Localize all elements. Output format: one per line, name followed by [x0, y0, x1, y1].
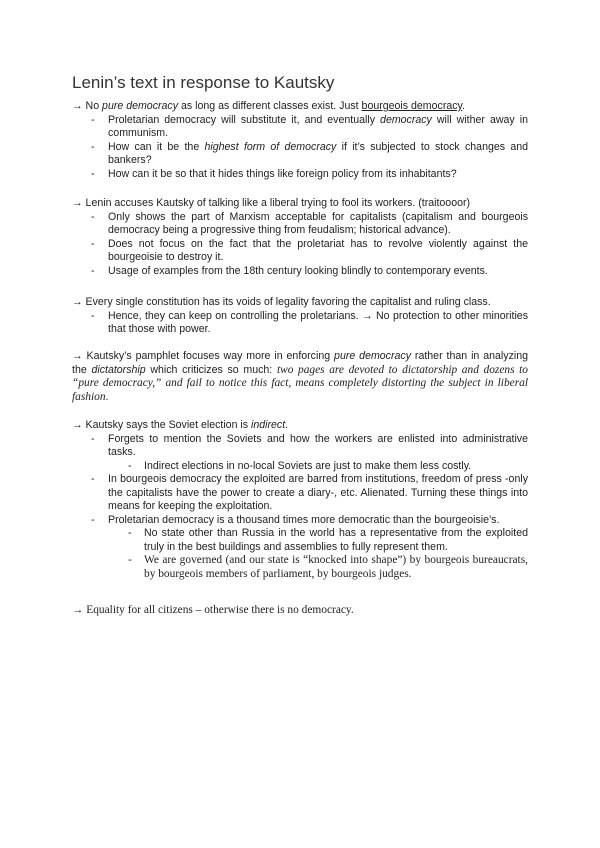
list-item: - How can it be so that it hides things like foreign policy from its inhabitants? — [72, 168, 528, 182]
paragraph-lead: → Lenin accuses Kautsky of talking like a liberal trying to fool its workers. (traitoooor) — [72, 197, 471, 209]
bullet-list — [72, 114, 528, 182]
arrow-icon: → — [72, 197, 86, 209]
bullet-list — [72, 473, 528, 527]
arrow-icon: → — [72, 100, 86, 112]
arrow-icon: → — [72, 419, 86, 431]
section-pamphlet — [72, 350, 528, 404]
list-item: - Hence, they can keep on controlling the proletarians. → No protection to other minorities that those with power. — [72, 310, 528, 337]
list-item: - Forgets to mention the Soviets and how the workers are enlisted into administrative tasks. — [72, 433, 528, 460]
bullet-list — [72, 433, 528, 460]
sub-bullet-list — [72, 527, 528, 581]
section-liberal-accusation — [72, 197, 528, 278]
bullet-list — [72, 310, 528, 337]
paragraph-lead: → Every single constitution has its voids of legality favoring the capitalist and ruling class. — [72, 296, 491, 308]
list-item: - Only shows the part of Marxism acceptable for capitalists (capitalism and bourgeois democracy being a progressive thing from feudalism; historical advance). — [72, 211, 528, 238]
list-item: - In bourgeois democracy the exploited are barred from institutions, freedom of press -only the capitalists have the power to create a diary-, etc. Alienated. Turning these things into means for keeping the exploitation. — [72, 473, 528, 514]
list-item: - Proletarian democracy will substitute it, and eventually democracy will wither away in communism. — [72, 114, 528, 141]
list-item: - Indirect elections in no-local Soviets are just to make them less costly. — [72, 460, 528, 474]
list-item: - Proletarian democracy is a thousand times more democratic than the bourgeoisie’s. — [72, 514, 528, 528]
paragraph-lead: → No pure democracy as long as different classes exist. Just bourgeois democracy. — [72, 100, 465, 112]
list-item: - Usage of examples from the 18th century looking blindly to contemporary events. — [72, 265, 528, 279]
list-item: - We are governed (and our state is “knocked into shape”) by bourgeois bureaucrats, by bourgeois members of parliament, by bourgeois judges. — [72, 554, 528, 581]
page-title: Lenin’s text in response to Kautsky — [72, 73, 335, 92]
section-pure-democracy — [72, 100, 528, 181]
arrow-icon: → — [72, 604, 87, 616]
arrow-icon: → — [72, 350, 87, 362]
paragraph-lead: → Kautsky’s pamphlet focuses way more in enforcing pure democracy rather than in analyzing the dictatorship which criticizes so much: two pages are devoted to dictatorship and dozens to “pure democracy,” and fail to notice this fact, means completely distorting the subject in liberal fashion. — [72, 350, 528, 403]
paragraph-lead: → Kautsky says the Soviet election is indirect. — [72, 419, 289, 431]
bullet-list — [72, 211, 528, 279]
paragraph-lead: → Equality for all citizens – otherwise there is no democracy. — [72, 604, 354, 616]
list-item: - Does not focus on the fact that the proletariat has to revolve violently against the bourgeoisie to destroy it. — [72, 238, 528, 265]
section-soviet-election — [72, 419, 528, 581]
sub-bullet-list — [72, 460, 528, 474]
list-item: - How can it be the highest form of democracy if it’s subjected to stock changes and bankers? — [72, 141, 528, 168]
section-equality — [72, 604, 528, 618]
arrow-icon: → — [72, 296, 86, 308]
section-constitution — [72, 296, 528, 337]
underlined-text: bourgeois democracy — [361, 100, 463, 112]
quotation: two pages are devoted to dictatorship and dozens to “pure democracy,” and fail to notice this fact, means completely distorting the subject in liberal fashion — [72, 363, 528, 403]
list-item: - No state other than Russia in the world has a representative from the exploited truly in the best buildings and assemblies to fully represent them. — [72, 527, 528, 554]
